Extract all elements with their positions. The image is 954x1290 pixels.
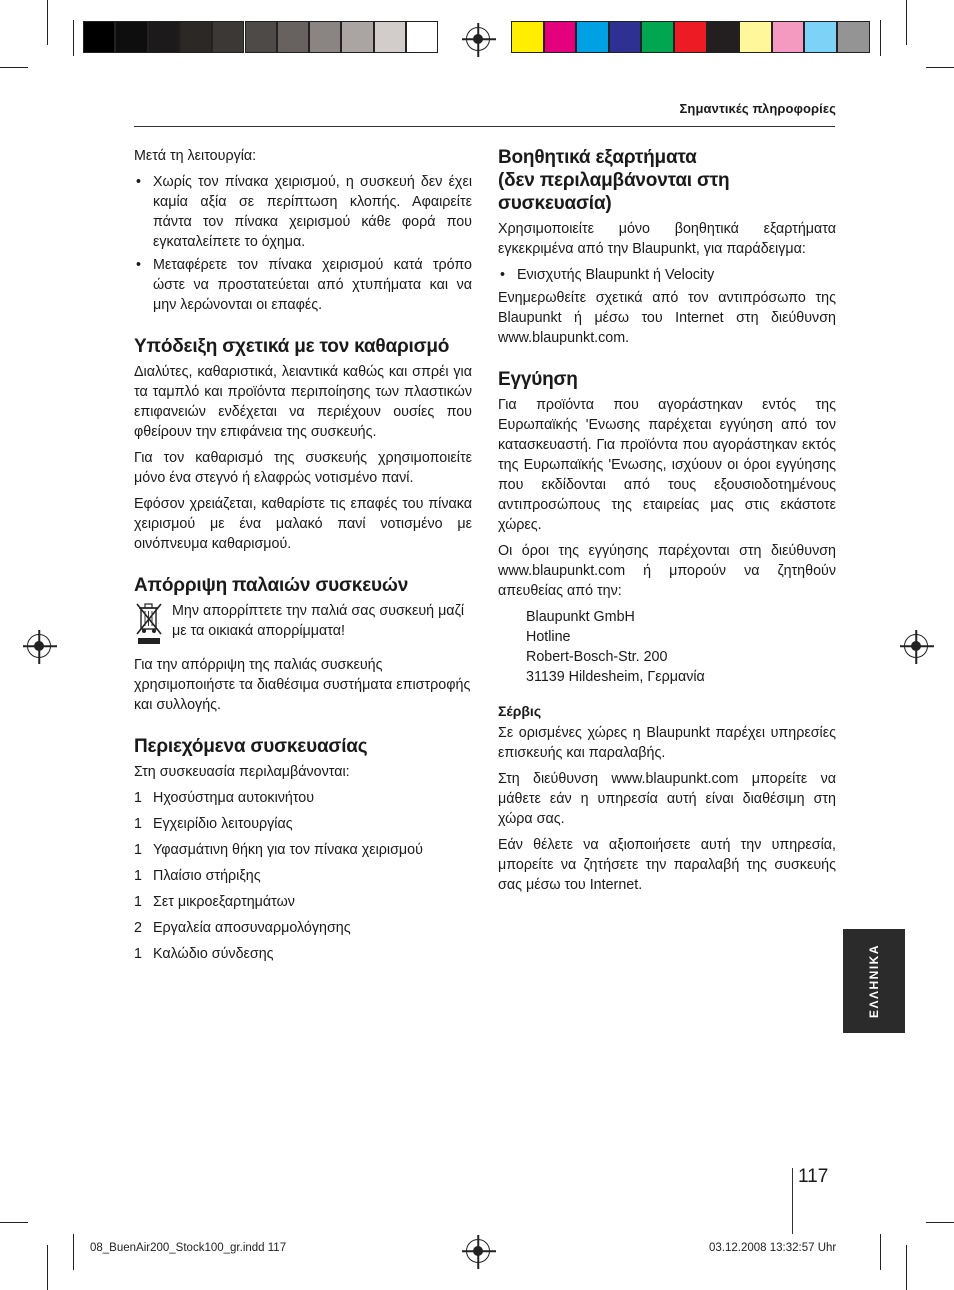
accessories-paragraph: Χρησιμοποιείτε μόνο βοηθητικά εξαρτήματα εγκεκριμένα από την Blaupunkt, για παράδειγμα: xyxy=(498,221,836,257)
color-swatch xyxy=(804,21,837,53)
slug-timestamp: 03.12.2008 13:32:57 Uhr xyxy=(709,1242,837,1254)
disposal-paragraph: Για την απόρριψη της παλιάς συσκευής χρησιμοποιήστε τα διαθέσιμα συστήματα επιστροφής και συλλογής. xyxy=(134,657,471,713)
disposal-heading: Απόρριψη παλαιών συσκευών xyxy=(134,575,409,596)
warranty-paragraph: Για προϊόντα που αγοράστηκαν εντός της Ευρωπαϊκής 'Ενωσης παρέχεται εγγύηση από τον κατασκευαστή. Για προϊόντα που αγοράστηκαν εκτός της Ευρωπαϊκής 'Ενωσης, ισχύουν οι όροι εγγύησης που εκδίδονται από τους εξουσιοδοτημένους αντιπροσώπους της εταιρείας μας στις εκάστοτε χώρες. xyxy=(498,397,836,533)
crossed-out-bin-icon xyxy=(134,601,172,651)
address-line: Hotline xyxy=(526,629,571,645)
disposal-note xyxy=(134,601,472,651)
color-swatch xyxy=(341,21,373,53)
page-number: 117 xyxy=(798,1166,829,1187)
color-swatch xyxy=(83,21,115,53)
item-name: Υφασμάτινη θήκη για τον πίνακα χειρισμού xyxy=(153,842,423,858)
language-tab-label: ΕΛΛΗΝΙΚΑ xyxy=(867,943,881,1019)
registration-mark-icon xyxy=(27,634,51,658)
color-swatch xyxy=(374,21,406,53)
color-swatch xyxy=(576,21,609,53)
accessories-list xyxy=(498,265,836,285)
item-quantity: 1 xyxy=(134,842,142,858)
list-item xyxy=(134,866,472,892)
color-swatch xyxy=(837,21,870,53)
item-name: Σετ μικροεξαρτημάτων xyxy=(153,894,295,910)
service-paragraph: Εάν θέλετε να αξιοποιήσετε αυτή την υπηρεσία, μπορείτε να ζητήσετε την παραλαβή της συσκευής σας μέσω του Internet. xyxy=(498,837,836,893)
package-intro: Στη συσκευασία περιλαμβάνονται: xyxy=(134,764,350,780)
service-paragraph: Σε ορισμένες χώρες η Blaupunkt παρέχει υπηρεσίες επισκευής και παραλαβής. xyxy=(498,725,836,761)
color-swatch xyxy=(609,21,642,53)
list-item xyxy=(134,788,472,814)
crop-mark xyxy=(47,1245,48,1290)
crop-mark xyxy=(0,1222,28,1223)
service-heading: Σέρβις xyxy=(498,703,542,719)
color-swatch xyxy=(674,21,707,53)
item-name: Εγχειρίδιο λειτουργίας xyxy=(153,816,293,832)
registration-mark-icon xyxy=(466,1239,490,1263)
list-item: • Μεταφέρετε τον πίνακα χειρισμού κατά τρόπο ώστε να προστατεύεται από χτυπήματα και να μην λερώνονται οι επαφές. xyxy=(134,255,472,315)
item-quantity: 1 xyxy=(134,816,142,832)
item-name: Καλώδιο σύνδεσης xyxy=(153,946,274,962)
disposal-note-text: Μην απορρίπτετε την παλιά σας συσκευή μαζί με τα οικιακά απορρίμματα! xyxy=(172,603,465,639)
cleaning-paragraph: Εφόσον χρειάζεται, καθαρίστε τις επαφές του πίνακα χειρισμού με ένα μαλακό πανί νοτισμένο με οινόπνευμα καθαρισμού. xyxy=(134,496,472,552)
color-swatch xyxy=(245,21,277,53)
item-quantity: 1 xyxy=(134,946,142,962)
list-item xyxy=(134,892,472,918)
color-swatch xyxy=(772,21,805,53)
address-line: Blaupunkt GmbH xyxy=(526,609,635,625)
list-item: • Ενισχυτής Blaupunkt ή Velocity xyxy=(498,265,836,285)
color-swatch xyxy=(309,21,341,53)
cleaning-paragraph: Διαλύτες, καθαριστικά, λειαντικά καθώς και σπρέι για τα ταμπλό και προϊόντα περιποίησης των πλαστικών επιφανειών ενδέχεται να περιέχουν ουσίες που φθείρουν την επιφάνεια της συσκευής. xyxy=(134,364,472,440)
color-swatch xyxy=(115,21,147,53)
address-line: Robert-Bosch-Str. 200 xyxy=(526,649,668,665)
warranty-heading: Εγγύηση xyxy=(498,369,578,390)
package-heading: Περιεχόμενα συσκευασίας xyxy=(134,736,368,757)
color-swatch xyxy=(544,21,577,53)
color-swatch xyxy=(212,21,244,53)
item-quantity: 1 xyxy=(134,868,142,884)
cleaning-heading: Υπόδειξη σχετικά με τον καθαρισμό xyxy=(134,336,450,357)
accessories-heading-line: (δεν περιλαμβάνονται στη xyxy=(498,170,730,191)
color-swatch xyxy=(511,21,544,53)
list-item xyxy=(134,840,472,866)
crop-mark xyxy=(73,1234,74,1270)
color-swatch xyxy=(641,21,674,53)
language-tab xyxy=(843,929,905,1033)
crop-mark xyxy=(880,1234,881,1270)
crop-mark xyxy=(906,1245,907,1290)
crop-mark xyxy=(906,0,907,45)
cleaning-paragraph: Για τον καθαρισμό της συσκευής χρησιμοποιείτε μόνο ένα στεγνό ή ελαφρώς νοτισμένο πανί. xyxy=(134,450,472,486)
warranty-paragraph: Οι όροι της εγγύησης παρέχονται στη διεύθυνση www.blaupunkt.com ή μπορούν να ζητηθούν απευθείας από την: xyxy=(498,543,836,599)
accessories-heading-line: συσκευασία) xyxy=(498,193,612,214)
address-line: 31139 Hildesheim, Γερμανία xyxy=(526,669,705,685)
crop-mark xyxy=(73,20,74,56)
warranty-address xyxy=(498,607,836,687)
page-number-rule xyxy=(792,1168,793,1234)
accessories-heading-line: Βοηθητικά εξαρτήματα xyxy=(498,147,697,168)
list-item xyxy=(134,814,472,840)
header-rule xyxy=(134,126,835,127)
item-quantity: 1 xyxy=(134,894,142,910)
crop-mark xyxy=(926,67,954,68)
crop-mark xyxy=(880,20,881,56)
crop-mark xyxy=(926,1222,954,1223)
accessories-paragraph: Ενημερωθείτε σχετικά από τον αντιπρόσωπο της Blaupunkt ή μέσω του Internet στη διεύθυνση www.blaupunkt.com. xyxy=(498,290,836,346)
registration-mark-icon xyxy=(904,634,928,658)
registration-mark-icon xyxy=(466,27,490,51)
crop-mark xyxy=(47,0,48,45)
item-name: Ηχοσύστημα αυτοκινήτου xyxy=(153,790,315,806)
right-column xyxy=(498,146,836,901)
item-name: Πλαίσιο στήριξης xyxy=(153,868,261,884)
item-quantity: 2 xyxy=(134,920,142,936)
color-swatch xyxy=(148,21,180,53)
color-swatch xyxy=(739,21,772,53)
list-item xyxy=(134,944,472,970)
item-quantity: 1 xyxy=(134,790,142,806)
package-list xyxy=(134,788,472,970)
after-use-list xyxy=(134,172,472,315)
left-column xyxy=(134,146,472,970)
color-swatch xyxy=(707,21,740,53)
color-swatch xyxy=(180,21,212,53)
color-swatch xyxy=(277,21,309,53)
item-name: Εργαλεία αποσυναρμολόγησης xyxy=(153,920,351,936)
crop-mark xyxy=(0,67,28,68)
list-item: • Χωρίς τον πίνακα χειρισμού, η συσκευή δεν έχει καμία αξία σε περίπτωση κλοπής. Αφαιρείτε πάντα τον πίνακα χειρισμού κάθε φορά που εγκαταλείπετε το όχημα. xyxy=(134,172,472,252)
color-swatch xyxy=(406,21,438,53)
running-title: Σημαντικές πληροφορίες xyxy=(679,101,836,116)
list-item xyxy=(134,918,472,944)
after-use-intro: Μετά τη λειτουργία: xyxy=(134,148,257,164)
service-paragraph: Στη διεύθυνση www.blaupunkt.com μπορείτε να μάθετε εάν η υπηρεσία αυτή είναι διαθέσιμη στη χώρα σας. xyxy=(498,771,836,827)
slug-filename: 08_BuenAir200_Stock100_gr.indd 117 xyxy=(90,1242,287,1254)
accessories-heading xyxy=(498,146,836,215)
